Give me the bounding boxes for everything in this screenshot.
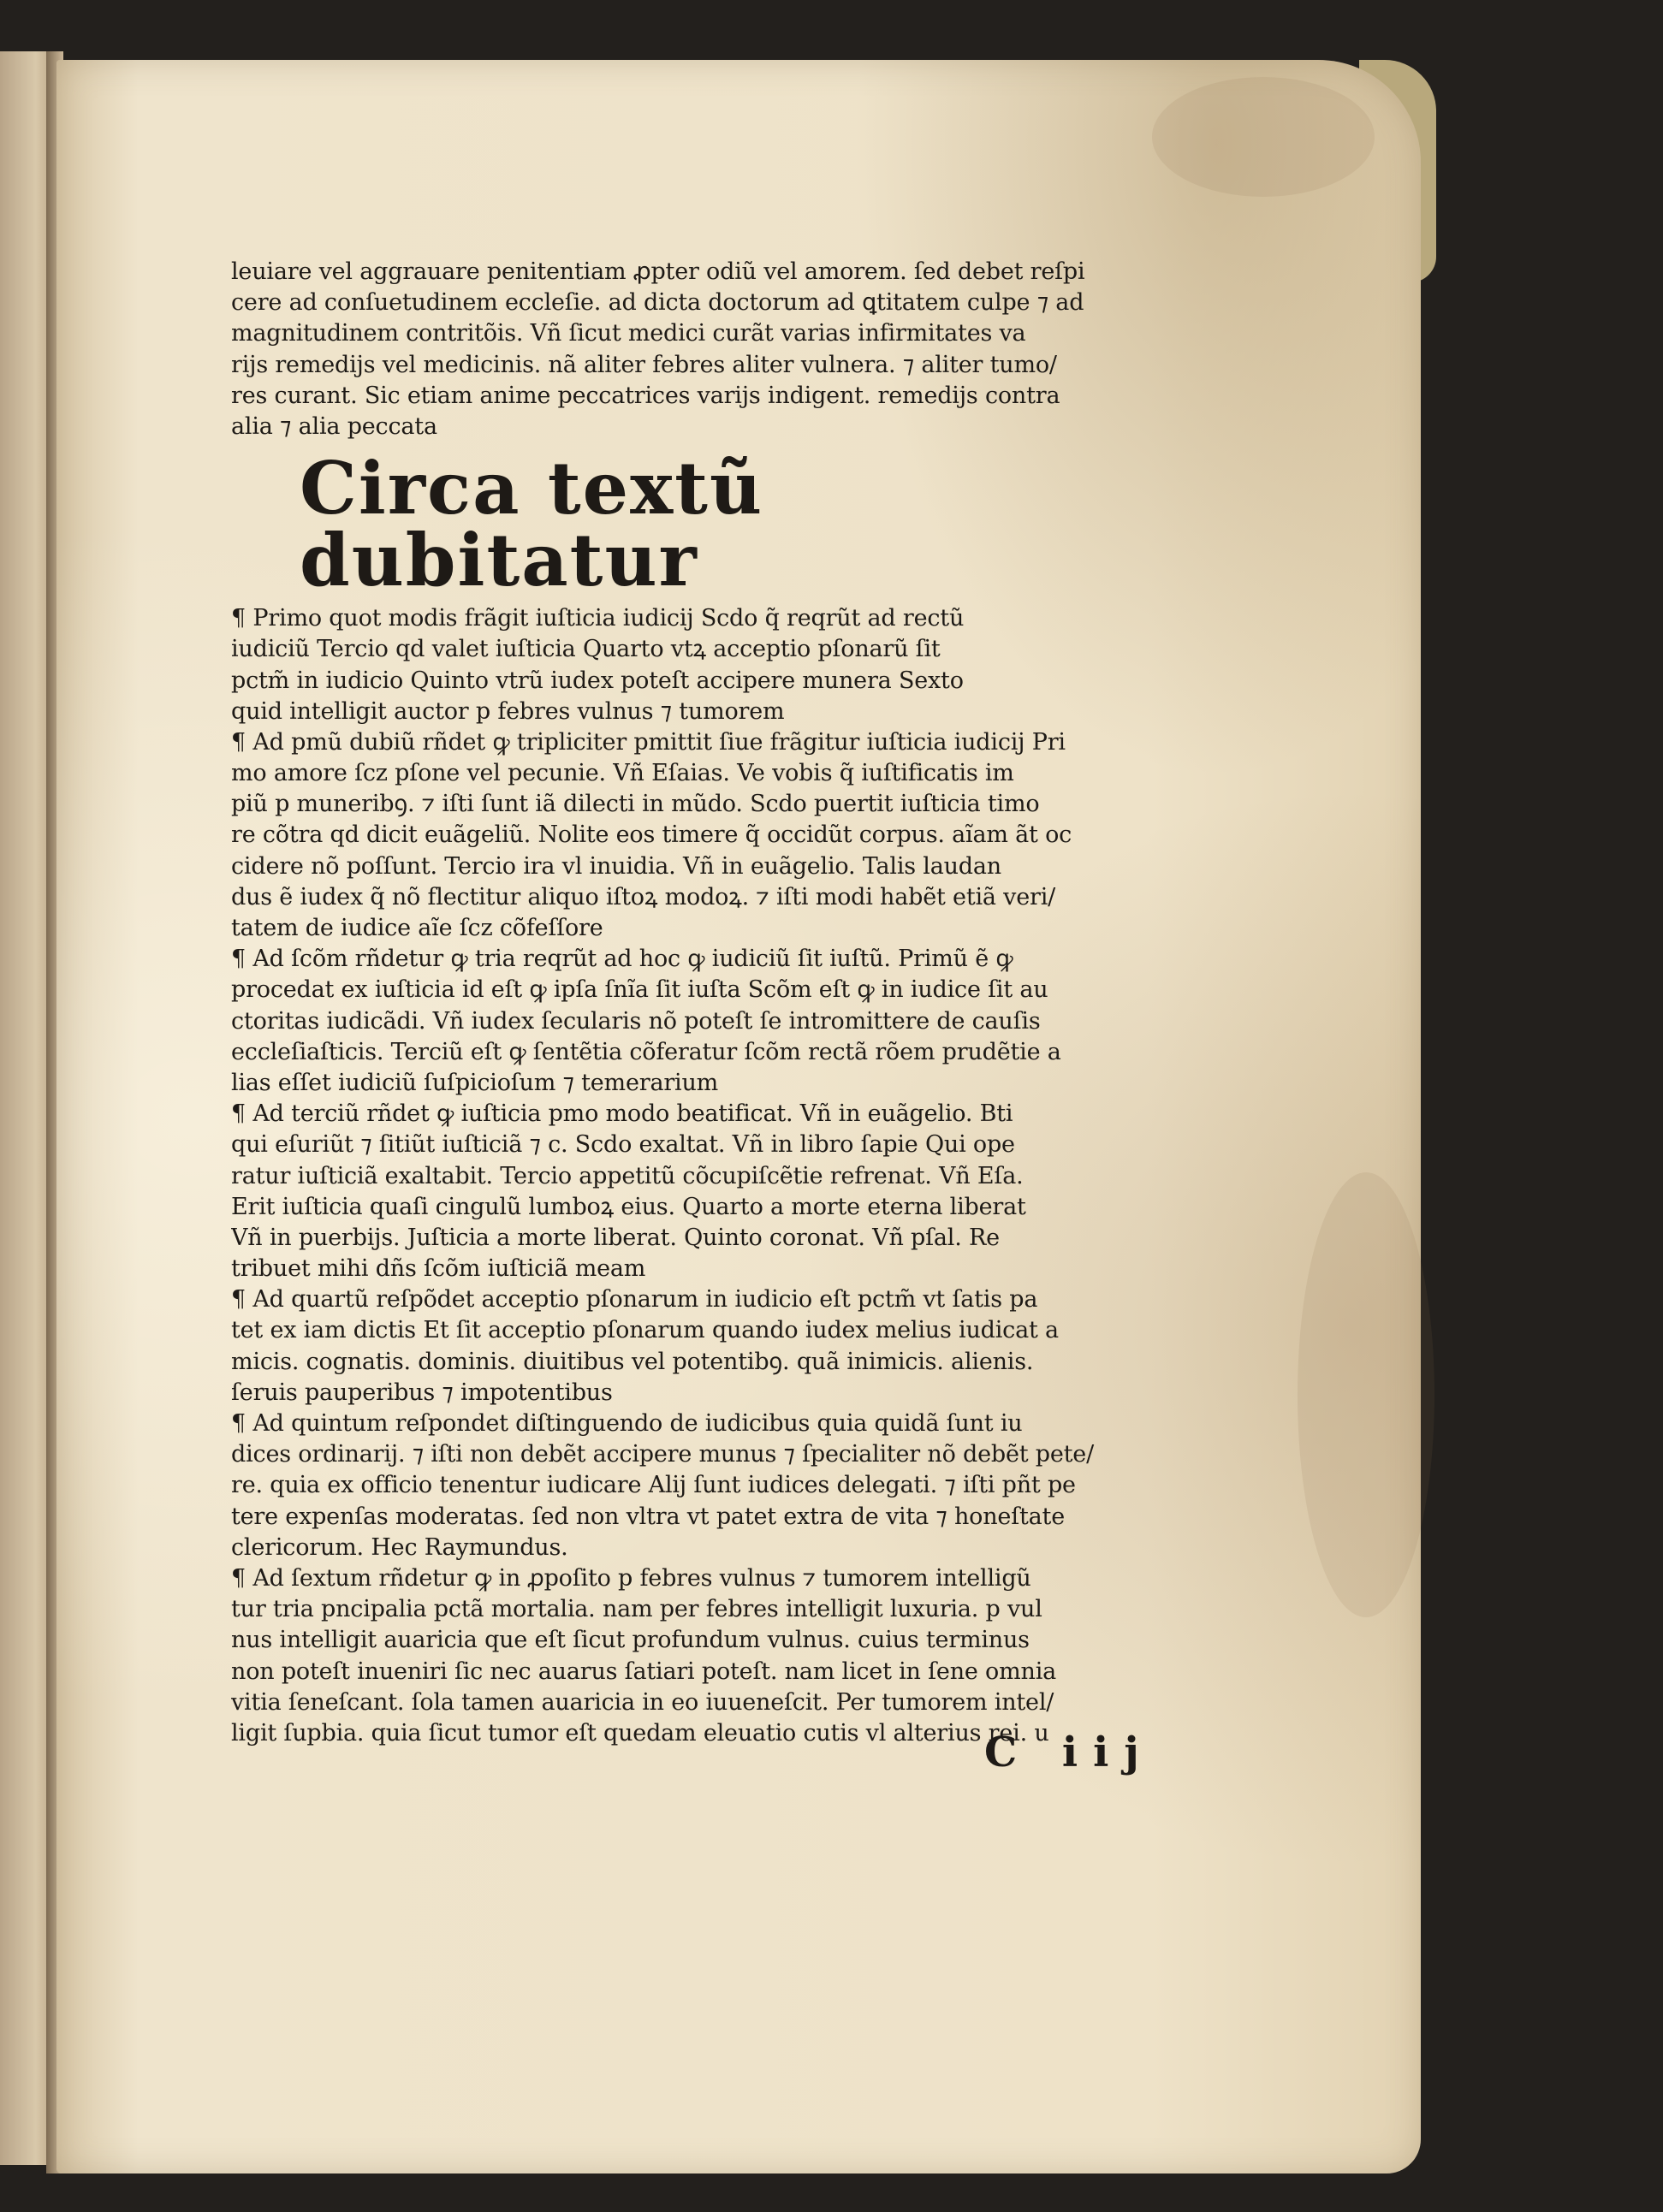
section-heading: Circa textũ dubitatur: [300, 446, 764, 603]
text-line: ratur iuſticiã exaltabit. Tercio appetitũ cõcupiſcẽtie refrenat. Vñ Eſa.: [231, 1162, 1024, 1189]
text-line: cidere nõ poſſunt. Tercio ira vl inuidia. Vñ in euãgelio. Talis laudan: [231, 852, 1001, 880]
text-line: cere ad conſuetudinem eccleſie. ad dicta doctorum ad ꝗtitatem culpe ⁊ ad: [231, 289, 1084, 317]
text-line: procedat ex iuſticia id eſt ꝙ ipſa ſnĩa ſit iuſta Scõm eſt ꝙ in iudice ſit au: [231, 976, 1048, 1004]
text-line: ligit ſupbia. quia ſicut tumor eſt quedam eleuatio cutis vl alterius rei. u: [231, 1719, 1049, 1746]
text-line: pctm̃ in iudicio Quinto vtrũ iudex poteſt accipere munera Sexto: [231, 667, 964, 694]
text-line: quid intelligit auctor p febres vulnus ⁊ tumorem: [231, 697, 785, 725]
text-line: tur tria pncipalia pctã mortalia. nam per febres intelligit luxuria. p vul: [231, 1596, 1042, 1623]
text-line: ¶ Ad quartũ reſpõdet acceptio pſonarum in iudicio eſt pctm̃ vt ſatis pa: [231, 1286, 1038, 1314]
text-line: qui eſuriũt ⁊ ſitiũt iuſticiã ⁊ c. Scdo exaltat. Vñ in libro ſapie Qui ope: [231, 1131, 1015, 1159]
text-line: ¶ Ad pmũ dubiũ rñdet ꝙ tripliciter pmittit ſiue frãgitur iuſticia iudicij Pri: [231, 728, 1066, 756]
text-line: Vñ in puerbijs. Juſticia a morte liberat. Quinto coronat. Vñ pſal. Re: [231, 1224, 1000, 1251]
text-line: res curant. Sic etiam anime peccatrices varijs indigent. remedijs contra: [231, 382, 1060, 409]
text-line: tere expenſas moderatas. ſed non vltra vt patet extra de vita ⁊ honeſtate: [231, 1503, 1065, 1530]
text-line: piũ p muneribꝯ. ⁊ iſti ſunt iã dilecti in mũdo. Scdo puertit iuſticia timo: [231, 791, 1040, 818]
text-line: leuiare vel aggrauare penitentiam ꝓpter odiũ vel amorem. ſed debet reſpi: [231, 258, 1085, 285]
text-line: eccleſiaſticis. Terciũ eſt ꝙ ſentẽtia cõferatur ſcõm rectã rõem prudẽtie a: [231, 1038, 1061, 1065]
text-line: mo amore ſcz pſone vel pecunie. Vñ Eſaias. Ve vobis q̃ iuſtificatis im: [231, 760, 1014, 787]
text-line: tatem de iudice aĩe ſcz cõfeſſore: [231, 915, 603, 941]
intro-lines: [231, 257, 1125, 442]
text-line: nus intelligit auaricia que eſt ſicut profundum vulnus. cuius terminus: [231, 1627, 1030, 1654]
text-line: re cõtra qd dicit euãgeliũ. Nolite eos timere q̃ occidũt corpus. aĩam ãt oc: [231, 821, 1072, 849]
age-stain: [1152, 77, 1375, 197]
text-line: vitia ſeneſcant. ſola tamen auaricia in eo iuueneſcit. Per tumorem intel/: [231, 1688, 1054, 1716]
signature-mark: C iij: [984, 1729, 1155, 1776]
text-line: re. quia ex officio tenentur iudicare Alij ſunt iudices delegati. ⁊ iſti pñt pe: [231, 1472, 1076, 1499]
text-line: lias eſſet iudiciũ ſuſpicioſum ⁊ temerarium: [231, 1069, 719, 1096]
text-line: ¶ Primo quot modis frãgit iuſticia iudicij Scdo q̃ reqrũt ad rectũ: [231, 605, 965, 632]
text-line: dices ordinarij. ⁊ iſti non debẽt accipere munus ⁊ ſpecialiter nõ debẽt pete/: [231, 1441, 1094, 1468]
text-line: ¶ Ad ſcõm rñdetur ꝙ tria reqrũt ad hoc ꝙ iudiciũ ſit iuſtũ. Primũ ẽ ꝙ: [231, 946, 1013, 973]
text-line: iudiciũ Tercio qd valet iuſticia Quarto vtꝝ acceptio pſonarũ ſit: [231, 636, 941, 663]
text-line: magnitudinem contritõis. Vñ ſicut medici curãt varias infirmitates va: [231, 320, 1026, 347]
text-line: ctoritas iudicãdi. Vñ iudex ſecularis nõ poteſt ſe intromittere de cauſis: [231, 1007, 1041, 1035]
age-stain: [1298, 1172, 1434, 1617]
text-block: [231, 257, 1125, 1749]
text-line: ¶ Ad quintum reſpondet diſtinguendo de iudicibus quia quidã ſunt iu: [231, 1410, 1023, 1437]
text-line: tet ex iam dictis Et ſit acceptio pſonarum quando iudex melius iudicat a: [231, 1317, 1059, 1344]
text-line: micis. cognatis. dominis. diuitibus vel potentibꝯ. quã inimicis. alienis.: [231, 1348, 1034, 1375]
body-lines: [231, 603, 1125, 1749]
text-line: ¶ Ad ſextum rñdetur ꝙ in ꝓpoſito p febres vulnus ⁊ tumorem intelligũ: [231, 1564, 1031, 1592]
text-line: rijs remedijs vel medicinis. nã aliter febres aliter vulnera. ⁊ aliter tumo/: [231, 351, 1057, 378]
text-line: alia ⁊ alia peccata: [231, 412, 437, 440]
text-line: Erit iuſticia quaſi cingulũ lumboꝝ eius. Quarto a morte eterna liberat: [231, 1193, 1026, 1220]
text-line: clericorum. Hec Raymundus.: [231, 1533, 568, 1561]
text-line: non poteſt inueniri ſic nec auarus ſatiari poteſt. nam licet in ſene omnia: [231, 1658, 1057, 1685]
text-line: dus ẽ iudex q̃ nõ flectitur aliquo iſtoꝝ modoꝝ. ⁊ iſti modi habẽt etiã veri/: [231, 883, 1056, 910]
text-line: ſeruis pauperibus ⁊ impotentibus: [231, 1379, 613, 1406]
text-line: ¶ Ad terciũ rñdet ꝙ iuſticia pmo modo beatificat. Vñ in euãgelio. Bti: [231, 1100, 1013, 1128]
text-line: tribuet mihi dñs ſcõm iuſticiã meam: [231, 1255, 646, 1283]
